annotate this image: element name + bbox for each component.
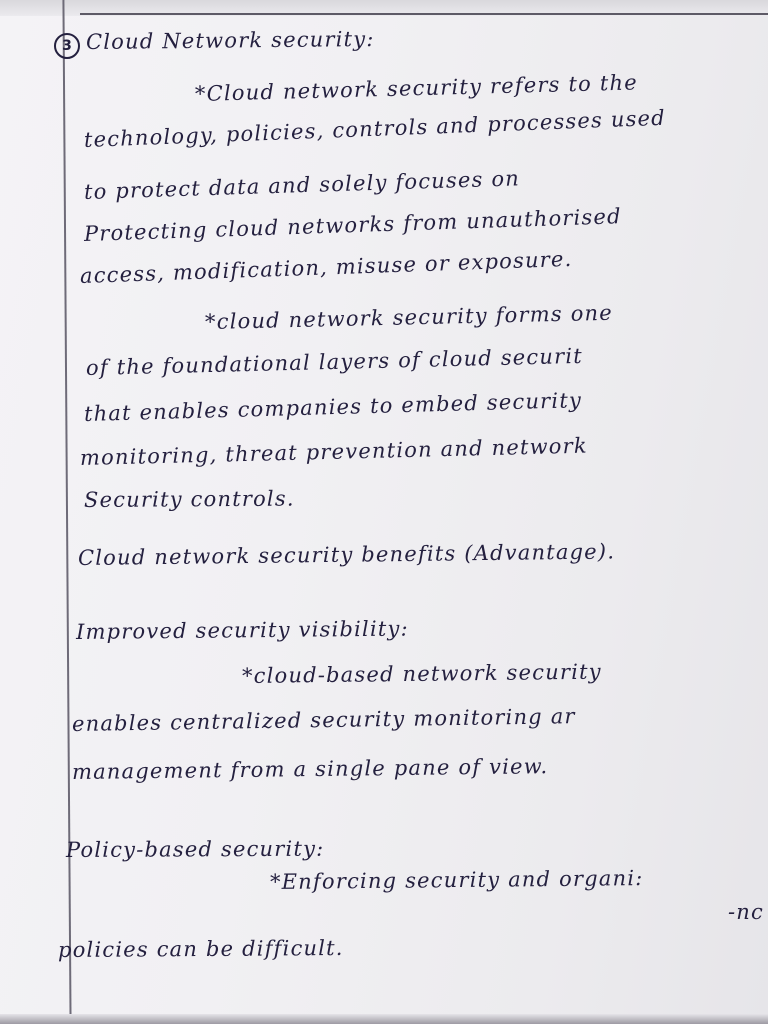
top-rule-line [80,13,768,15]
text-line: *Cloud network security refers to the [194,70,639,106]
page-bottom-edge [0,1014,768,1024]
text-line: to protect data and solely focuses on [83,166,521,204]
text-line: policies can be difficult. [57,936,344,962]
text-line: *cloud-based network security [241,659,602,688]
text-line: *Enforcing security and organi: [269,866,644,894]
text-line: that enables companies to embed security [83,388,583,426]
text-line: -nc [728,900,764,924]
text-line: enables centralized security monitoring ar [71,704,576,736]
text-line: monitoring, threat prevention and network [79,433,589,470]
heading-line: Cloud Network security: [85,26,375,54]
subheading-line: Improved security visibility: [75,616,409,644]
text-line: management from a single pane of view. [71,754,549,784]
text-line: Protecting cloud networks from unauthorised [83,204,623,246]
text-line: technology, policies, controls and processes used [83,105,667,152]
subheading-line: Cloud network security benefits (Advantage). [77,539,616,570]
text-line: access, modification, misuse or exposure. [79,246,573,288]
text-line: Security controls. [83,486,295,512]
text-line: of the foundational layers of cloud securit [85,343,584,380]
text-line: *cloud network security forms one [204,300,614,334]
subheading-line: Policy-based security: [65,836,325,862]
section-number-badge: 3 [54,33,80,59]
margin-line [62,0,71,1024]
